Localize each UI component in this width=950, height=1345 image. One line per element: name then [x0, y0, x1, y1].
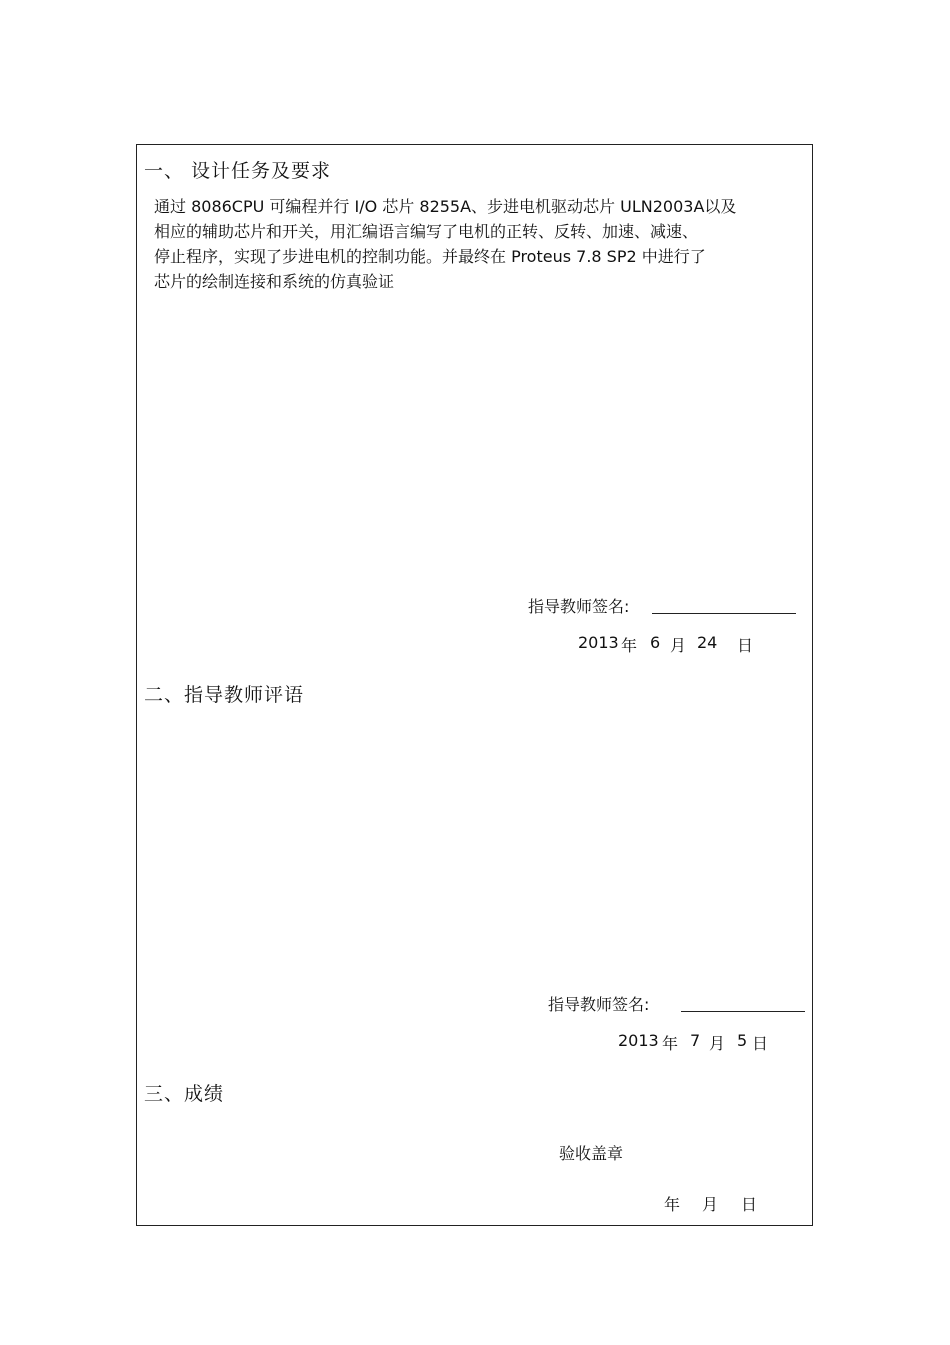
- section2-signature-label: 指导教师签名:: [548, 995, 650, 1014]
- section3-date-year-unit: 年: [664, 1195, 681, 1214]
- section1-date-day: 24: [697, 633, 718, 652]
- section1-signature-line: [652, 613, 796, 614]
- section2-date-year-unit: 年: [662, 1034, 679, 1053]
- section1-paragraph-line-1: 通过 8086CPU 可编程并行 I/O 芯片 8255A、步进电机驱动芯片 ULN2003A以及: [154, 197, 737, 216]
- section1-date-year-unit: 年: [621, 636, 638, 655]
- section1-paragraph-line-3: 停止程序，实现了步进电机的控制功能。并最终在 Proteus 7.8 SP2 中进行了: [154, 247, 706, 266]
- section1-date-month-unit: 月: [670, 636, 687, 655]
- section1-paragraph-line-2: 相应的辅助芯片和开关，用汇编语言编写了电机的正转、反转、加速、减速、: [154, 222, 699, 241]
- section1-paragraph-line-4: 芯片的绘制连接和系统的仿真验证: [154, 272, 395, 291]
- section2-date-day-unit: 日: [752, 1034, 769, 1053]
- section1-signature-label: 指导教师签名:: [528, 597, 630, 616]
- section2-heading: 二、指导教师评语: [144, 684, 305, 706]
- section2-date-month: 7: [690, 1031, 701, 1050]
- section2-signature-line: [681, 1011, 805, 1012]
- section2-date-day: 5: [737, 1031, 748, 1050]
- section1-date-year: 2013: [578, 633, 619, 652]
- section2-date-month-unit: 月: [709, 1034, 726, 1053]
- section3-heading: 三、成绩: [144, 1083, 225, 1105]
- section1-heading: 一、 设计任务及要求: [144, 160, 332, 182]
- section3-date-day-unit: 日: [741, 1195, 758, 1214]
- section1-date-day-unit: 日: [737, 636, 754, 655]
- section1-date-month: 6: [650, 633, 661, 652]
- section2-date-year: 2013: [618, 1031, 659, 1050]
- section3-stamp-label: 验收盖章: [559, 1144, 624, 1163]
- section3-date-month-unit: 月: [702, 1195, 719, 1214]
